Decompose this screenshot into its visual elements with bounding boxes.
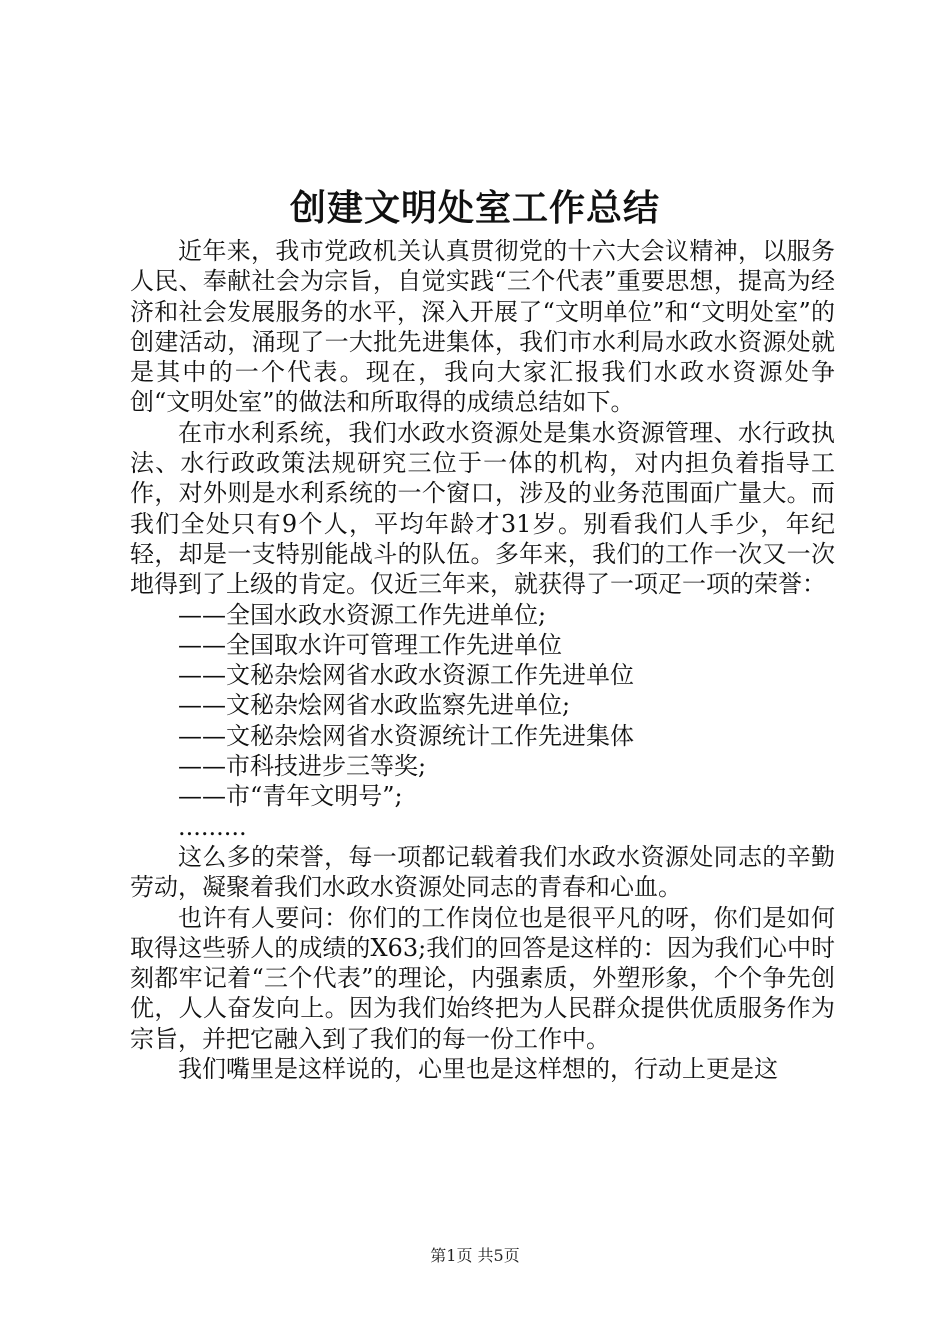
paragraph-honors-summary: 这么多的荣誉，每一项都记载着我们水政水资源处同志的辛勤劳动，凝聚着我们水政水资源处同志的青春和心血。 (130, 842, 835, 902)
paragraph-continued: 我们嘴里是这样说的，心里也是这样想的，行动上更是这 (178, 1055, 778, 1084)
honor-ellipsis: ......... (178, 812, 247, 841)
paragraph-department: 在市水利系统，我们水政水资源处是集水资源管理、水行政执法、水行政政策法规研究三位于一体的机构，对内担负着指导工作，对外则是水利系统的一个窗口，涉及的业务范围面广量大。而我们全处只有9个人，平均年龄才31岁。别看我们人手少，年纪轻，却是一支特别能战斗的队伍。多年来，我们的工作一次又一次地得到了上级的肯定。仅近三年来，就获得了一项疋一项的荣誉： (130, 418, 835, 599)
honor-item: ——市“青年文明号”; (178, 782, 403, 811)
honor-item: ——文秘杂烩网省水政监察先进单位; (178, 691, 571, 720)
document-title: 创建文明处室工作总结 (289, 187, 660, 229)
honor-item: ——市科技进步三等奖; (178, 752, 427, 781)
paragraph-question: 也许有人要问：你们的工作岗位也是很平凡的呀，你们是如何取得这些骄人的成绩的X63;我们的回答是这样的：因为我们心中时刻都牢记着“三个代表”的理论，内强素质，外塑形象，个个争先创优，人人奋发向上。因为我们始终把为人民群众提供优质服务作为宗旨，并把它融入到了我们的每一份工作中。 (130, 903, 835, 1053)
document-body (130, 236, 835, 1084)
honor-item: ——文秘杂烩网省水政水资源工作先进单位 (178, 661, 634, 690)
paragraph-intro: 近年来，我市党政机关认真贯彻党的十六大会议精神，以服务人民、奉献社会为宗旨，自觉实践“三个代表”重要思想，提高为经济和社会发展服务的水平，深入开展了“文明单位”和“文明处室”的创建活动，涌现了一大批先进集体，我们市水利局水政水资源处就是其中的一个代表。现在，我向大家汇报我们水政水资源处争创“文明处室”的做法和所取得的成绩总结如下。 (130, 237, 835, 417)
honor-item: ——全国水政水资源工作先进单位; (178, 600, 547, 629)
honor-item: ——文秘杂烩网省水资源统计工作先进集体 (178, 721, 634, 750)
honor-item: ——全国取水许可管理工作先进单位 (178, 630, 562, 659)
page-footer: 第1页 共5页 (430, 1246, 520, 1265)
honors-list (130, 600, 835, 842)
